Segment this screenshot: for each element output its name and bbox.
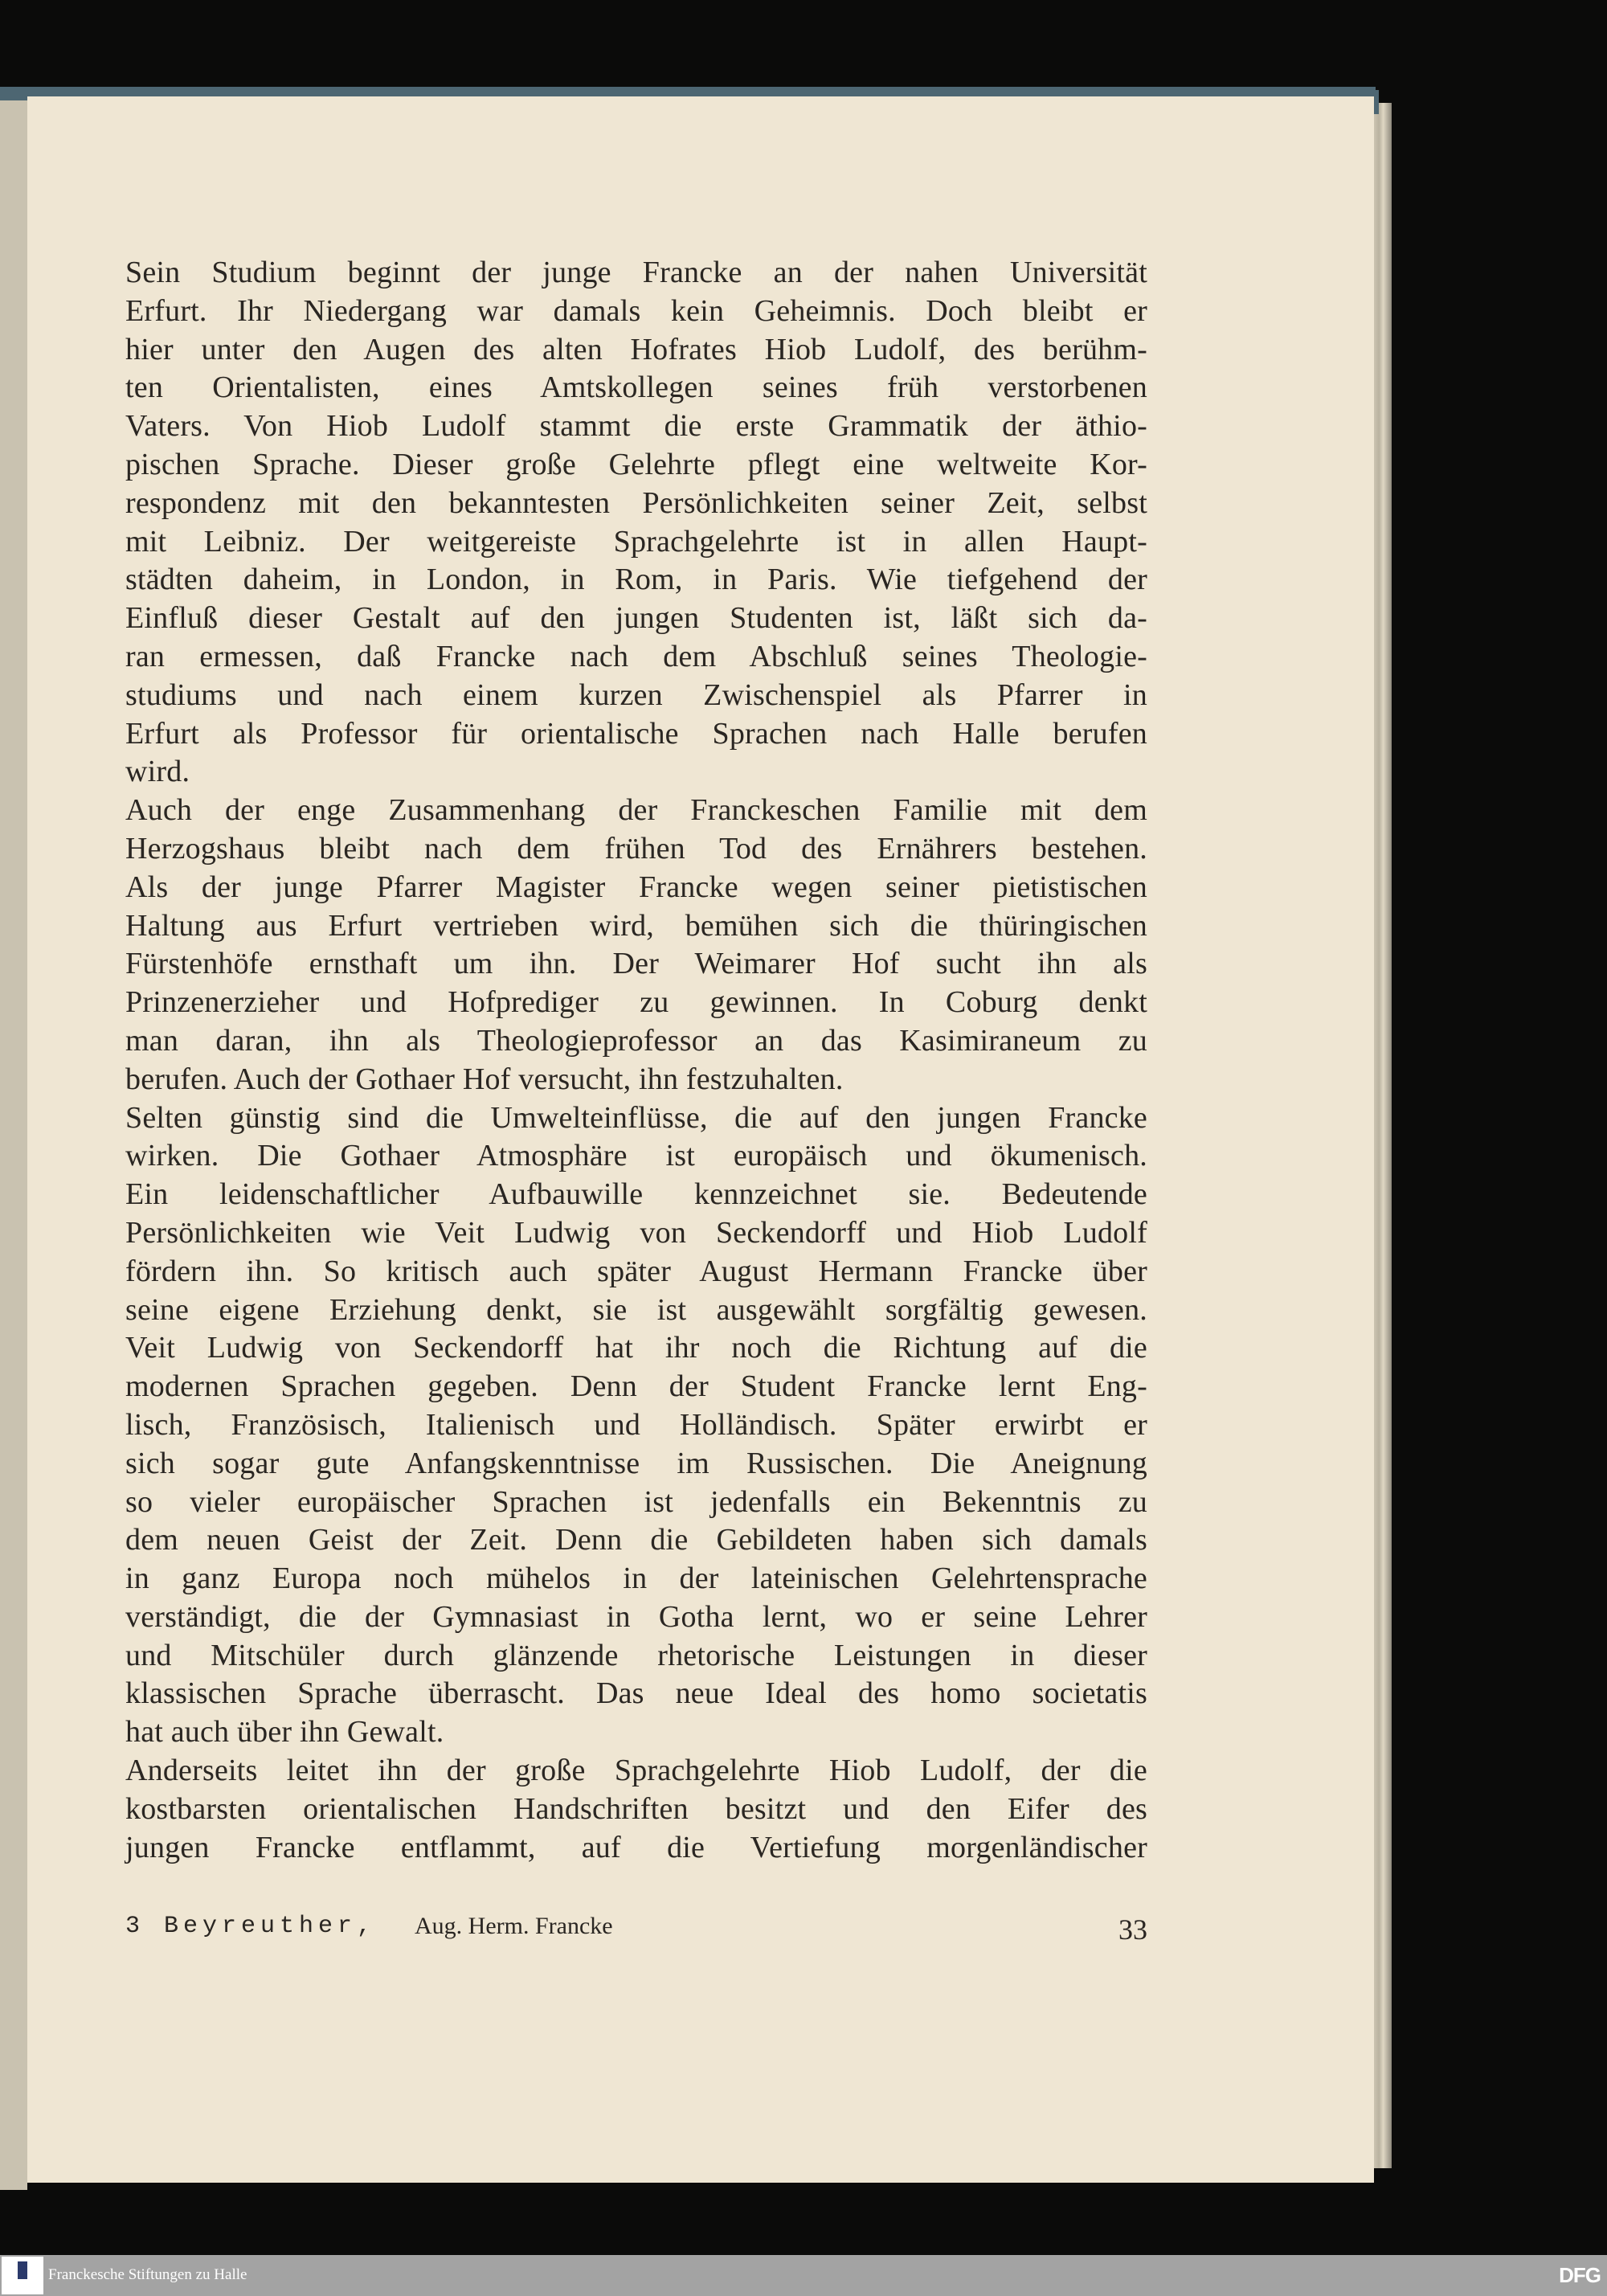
footer-title: Aug. Herm. Francke: [415, 1913, 613, 1939]
text-line: hat auch über ihn Gewalt.: [125, 1715, 444, 1750]
institution-name[interactable]: Franckesche Stiftungen zu Halle: [48, 2266, 247, 2283]
page-number: 33: [1118, 1913, 1147, 1946]
book-binding: [0, 100, 27, 2190]
institution-logo[interactable]: [2, 2257, 43, 2294]
text-line: wird.: [125, 755, 190, 789]
text-line: dem neuen Geist der Zeit. Denn die Gebildeten haben sich damals: [125, 1523, 1147, 1557]
footer-author: 3 Beyreuther,: [125, 1913, 377, 1940]
text-line: so vieler europäischer Sprachen ist jedenfalls ein Bekenntnis zu: [125, 1484, 1147, 1519]
body-text: [125, 254, 1147, 1867]
text-line: Herzogshaus bleibt nach dem frühen Tod des Ernährers bestehen.: [125, 831, 1147, 866]
text-line: berufen. Auch der Gothaer Hof versucht, ihn festzuhalten.: [125, 1062, 844, 1096]
text-line: Selten günstig sind die Umwelteinflüsse, die auf den jungen Francke: [125, 1100, 1147, 1135]
text-line: Sein Studium beginnt der junge Francke an der nahen Universität: [125, 256, 1147, 289]
text-line: verständigt, die der Gymnasiast in Gotha lernt, wo er seine Lehrer: [125, 1599, 1147, 1634]
text-line: ran ermessen, daß Francke nach dem Abschluß seines Theologie-: [125, 639, 1147, 673]
text-line: Anderseits leitet ihn der große Sprachgelehrte Hiob Ludolf, der die: [125, 1754, 1147, 1788]
text-line: sich sogar gute Anfangskenntnisse im Russischen. Die Aneignung: [125, 1446, 1147, 1480]
text-line: Ein leidenschaftlicher Aufbauwille kennzeichnet sie. Bedeutende: [125, 1177, 1147, 1212]
text-line: lisch, Französisch, Italienisch und Holländisch. Später erwirbt er: [125, 1407, 1147, 1442]
text-line: hier unter den Augen des alten Hofrates Hiob Ludolf, des berühm-: [125, 332, 1147, 366]
text-line: man daran, ihn als Theologieprofessor an das Kasimiraneum zu: [125, 1023, 1147, 1058]
text-line: Vaters. Von Hiob Ludolf stammt die erste Grammatik der äthio-: [125, 409, 1147, 444]
text-line: Erfurt als Professor für orientalische Sprachen nach Halle berufen: [125, 716, 1147, 751]
dfg-logo[interactable]: DFG: [1559, 2263, 1601, 2287]
logo-figure-icon: [18, 2261, 27, 2279]
text-line: kostbarsten orientalischen Handschriften besitzt und den Eifer des: [125, 1791, 1147, 1826]
running-footer: [125, 1913, 1147, 1948]
text-line: fördern ihn. So kritisch auch später August Hermann Francke über: [125, 1254, 1147, 1288]
text-line: pischen Sprache. Dieser große Gelehrte pflegt eine weltweite Kor-: [125, 447, 1147, 481]
text-line: städten daheim, in London, in Rom, in Paris. Wie tiefgehend der: [125, 563, 1147, 597]
text-line: respondenz mit den bekanntesten Persönlichkeiten seiner Zeit, selbst: [125, 485, 1147, 520]
text-line: Einfluß dieser Gestalt auf den jungen Studenten ist, läßt sich da-: [125, 601, 1147, 636]
text-line: seine eigene Erziehung denkt, sie ist ausgewählt sorgfältig gewesen.: [125, 1292, 1147, 1327]
text-line: Prinzenerzieher und Hofprediger zu gewinnen. In Coburg denkt: [125, 985, 1147, 1020]
text-line: Veit Ludwig von Seckendorff hat ihr noch die Richtung auf die: [125, 1331, 1147, 1365]
text-line: studiums und nach einem kurzen Zwischenspiel als Pfarrer in: [125, 677, 1147, 712]
text-line: Persönlichkeiten wie Veit Ludwig von Seckendorff und Hiob Ludolf: [125, 1215, 1147, 1250]
viewer-footer-bar: [0, 2255, 1607, 2296]
text-line: ten Orientalisten, eines Amtskollegen seines früh verstorbenen: [125, 370, 1147, 405]
text-line: Auch der enge Zusammenhang der Franckeschen Familie mit dem: [125, 793, 1147, 828]
text-line: und Mitschüler durch glänzende rhetorische Leistungen in dieser: [125, 1638, 1147, 1672]
text-line: modernen Sprachen gegeben. Denn der Student Francke lernt Eng-: [125, 1369, 1147, 1404]
text-line: Haltung aus Erfurt vertrieben wird, bemühen sich die thüringischen: [125, 908, 1147, 943]
text-line: Erfurt. Ihr Niedergang war damals kein Geheimnis. Doch bleibt er: [125, 293, 1147, 328]
text-line: Als der junge Pfarrer Magister Francke wegen seiner pietistischen: [125, 870, 1147, 904]
text-line: mit Leibniz. Der weitgereiste Sprachgelehrte ist in allen Haupt-: [125, 524, 1147, 559]
text-line: in ganz Europa noch mühelos in der lateinischen Gelehrtensprache: [125, 1561, 1147, 1596]
text-line: Fürstenhöfe ernsthaft um ihn. Der Weimarer Hof sucht ihn als: [125, 947, 1147, 981]
text-line: wirken. Die Gothaer Atmosphäre ist europäisch und ökumenisch.: [125, 1139, 1147, 1173]
text-line: klassischen Sprache überrascht. Das neue Ideal des homo societatis: [125, 1676, 1147, 1711]
text-line: jungen Francke entflammt, auf die Vertiefung morgenländischer: [125, 1830, 1147, 1864]
